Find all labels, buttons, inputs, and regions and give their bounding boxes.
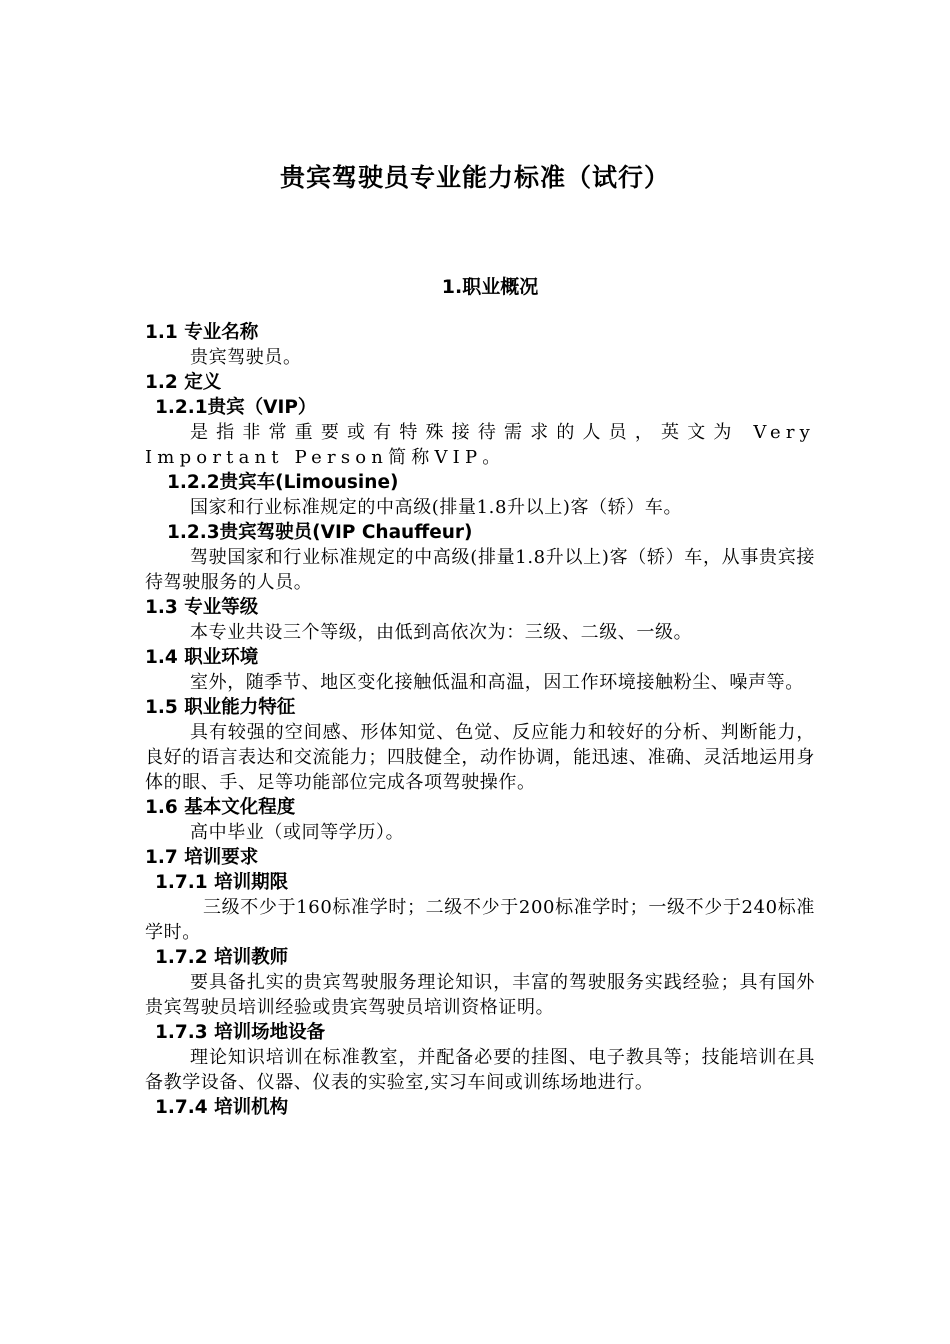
- chapter-heading: 1.职业概况: [441, 276, 539, 298]
- section-heading: 1.3 专业等级: [145, 597, 259, 618]
- section-text: 驾驶国家和行业标准规定的中高级(排量1.8升以上)客（轿）车，从事贵宾接待驾驶服务的人员。: [145, 547, 815, 593]
- section-heading: 1.1 专业名称: [145, 322, 259, 343]
- section-text: 国家和行业标准规定的中高级(排量1.8升以上)客（轿）车。: [190, 497, 683, 518]
- section-text: 要具备扎实的贵宾驾驶服务理论知识，丰富的驾驶服务实践经验；具有国外贵宾驾驶员培训经验或贵宾驾驶员培训资格证明。: [145, 972, 815, 1018]
- section-heading: 1.6 基本文化程度: [145, 797, 296, 818]
- subsection-heading: 1.7.1 培训期限: [155, 872, 289, 893]
- section-heading: 1.7 培训要求: [145, 847, 259, 868]
- document-title: 贵宾驾驶员专业能力标准（试行）: [279, 163, 670, 192]
- section-text: 高中毕业（或同等学历）。: [190, 822, 405, 843]
- subsection-heading: 1.2.1贵宾（VIP）: [155, 397, 317, 418]
- subsection-heading: 1.2.3贵宾驾驶员(VIP Chauffeur): [167, 522, 473, 543]
- document-body: [145, 320, 815, 1120]
- section-text: 贵宾驾驶员。: [190, 347, 302, 368]
- subsection-heading: 1.2.2贵宾车(Limousine): [167, 472, 399, 493]
- section-heading: 1.4 职业环境: [145, 647, 259, 668]
- subsection-heading: 1.7.2 培训教师: [155, 947, 289, 968]
- subsection-heading: 1.7.3 培训场地设备: [155, 1022, 326, 1043]
- section-text: 本专业共设三个等级，由低到高依次为：三级、二级、一级。: [190, 622, 693, 643]
- subsection-heading: 1.7.4 培训机构: [155, 1097, 289, 1118]
- section-text: 三级不少于160标准学时；二级不少于200标准学时；一级不少于240标准学时。: [145, 897, 815, 943]
- section-text: 是指非常重要或有特殊接待需求的人员，英文为 Very Important Person简称VIP。: [145, 422, 815, 468]
- section-text: 具有较强的空间感、形体知觉、色觉、反应能力和较好的分析、判断能力，良好的语言表达和交流能力；四肢健全，动作协调，能迅速、准确、灵活地运用身体的眼、手、足等功能部位完成各项驾驶操作。: [145, 722, 815, 793]
- section-text: 理论知识培训在标准教室，并配备必要的挂图、电子教具等；技能培训在具备教学设备、仪器、仪表的实验室,实习车间或训练场地进行。: [145, 1047, 815, 1093]
- section-heading: 1.2 定义: [145, 372, 222, 393]
- section-text: 室外，随季节、地区变化接触低温和高温，因工作环境接触粉尘、噪声等。: [190, 672, 804, 693]
- section-heading: 1.5 职业能力特征: [145, 697, 296, 718]
